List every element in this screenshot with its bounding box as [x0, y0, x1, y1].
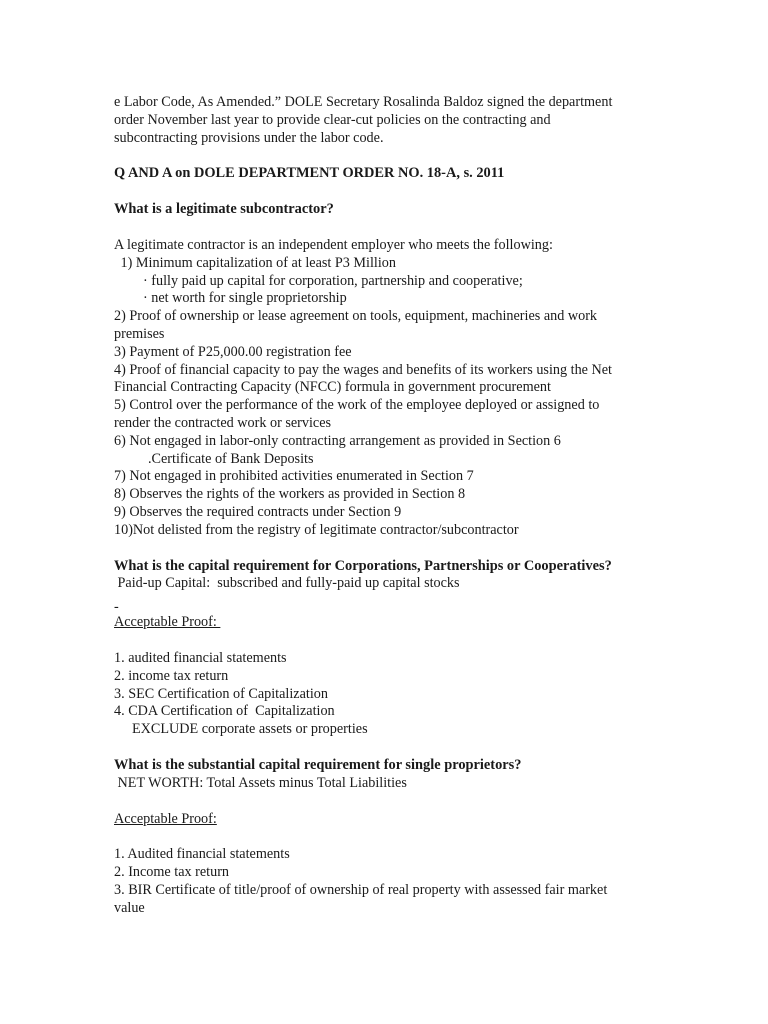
paid-up-capital-answer: Paid-up Capital: subscribed and fully-paid up capital stocks: [114, 575, 460, 592]
question-legitimate-subcontractor: What is a legitimate subcontractor?: [114, 201, 334, 218]
requirement-line: 3) Payment of P25,000.00 registration fee: [114, 343, 352, 360]
requirements-lead: A legitimate contractor is an independent employer who meets the following:: [114, 236, 553, 253]
requirement-line: 1) Minimum capitalization of at least P3 Million: [117, 254, 396, 271]
proof-list-proprietors: [114, 846, 650, 917]
question-single-proprietors: What is the substantial capital requirement for single proprietors?: [114, 756, 522, 773]
requirement-line: premises: [114, 325, 165, 342]
requirement-line: Financial Contracting Capacity (NFCC) formula in government procurement: [114, 379, 551, 396]
requirement-line: 5) Control over the performance of the work of the employee deployed or assigned to: [114, 397, 600, 414]
proof-list-corporations: [114, 650, 650, 739]
intro-paragraph: [114, 94, 650, 147]
list-item: 4. CDA Certification of Capitalization: [114, 703, 335, 720]
requirement-line: render the contracted work or services: [114, 414, 332, 431]
list-item: 1. Audited financial statements: [114, 846, 290, 863]
list-item: 2. Income tax return: [114, 864, 230, 881]
requirements-list: [114, 255, 650, 540]
requirement-line: 2) Proof of ownership or lease agreement on tools, equipment, machineries and work: [114, 308, 598, 325]
list-item: 2. income tax return: [114, 667, 229, 684]
acceptable-proof-label: Acceptable Proof:: [114, 810, 217, 827]
requirement-line: · fully paid up capital for corporation, partnership and cooperative;: [143, 272, 523, 289]
acceptable-proof-label: Acceptable Proof:: [114, 614, 221, 631]
intro-line: e Labor Code, As Amended.” DOLE Secretary Rosalinda Baldoz signed the department: [114, 94, 613, 110]
requirement-line: 6) Not engaged in labor-only contracting arrangement as provided in Section 6: [114, 432, 561, 449]
list-item: 1. audited financial statements: [114, 649, 287, 666]
requirement-line: · net worth for single proprietorship: [143, 290, 347, 307]
requirement-line: 9) Observes the required contracts under Section 9: [114, 503, 402, 520]
requirement-line: 8) Observes the rights of the workers as provided in Section 8: [114, 486, 466, 503]
stray-dash: -: [114, 599, 119, 616]
requirement-line: 4) Proof of financial capacity to pay the wages and benefits of its workers using the Net: [114, 361, 612, 378]
requirement-line: 7) Not engaged in prohibited activities enumerated in Section 7: [114, 468, 474, 485]
list-item: 3. SEC Certification of Capitalization: [114, 685, 328, 702]
list-item: 3. BIR Certificate of title/proof of ownership of real property with assessed fair market: [114, 881, 608, 898]
net-worth-answer: NET WORTH: Total Assets minus Total Liabilities: [114, 774, 407, 791]
exclude-note: EXCLUDE corporate assets or properties: [132, 721, 368, 738]
intro-line: order November last year to provide clear-cut policies on the contracting and: [114, 111, 551, 128]
main-heading: Q AND A on DOLE DEPARTMENT ORDER NO. 18-A, s. 2011: [114, 165, 505, 182]
requirement-line: .Certificate of Bank Deposits: [148, 450, 314, 467]
document-page: [114, 94, 650, 917]
requirement-line: 10)Not delisted from the registry of legitimate contractor/subcontractor: [114, 521, 519, 538]
question-capital-corporations: What is the capital requirement for Corporations, Partnerships or Cooperatives?: [114, 557, 612, 574]
intro-line: subcontracting provisions under the labor code.: [114, 129, 384, 146]
list-item: value: [114, 899, 145, 916]
